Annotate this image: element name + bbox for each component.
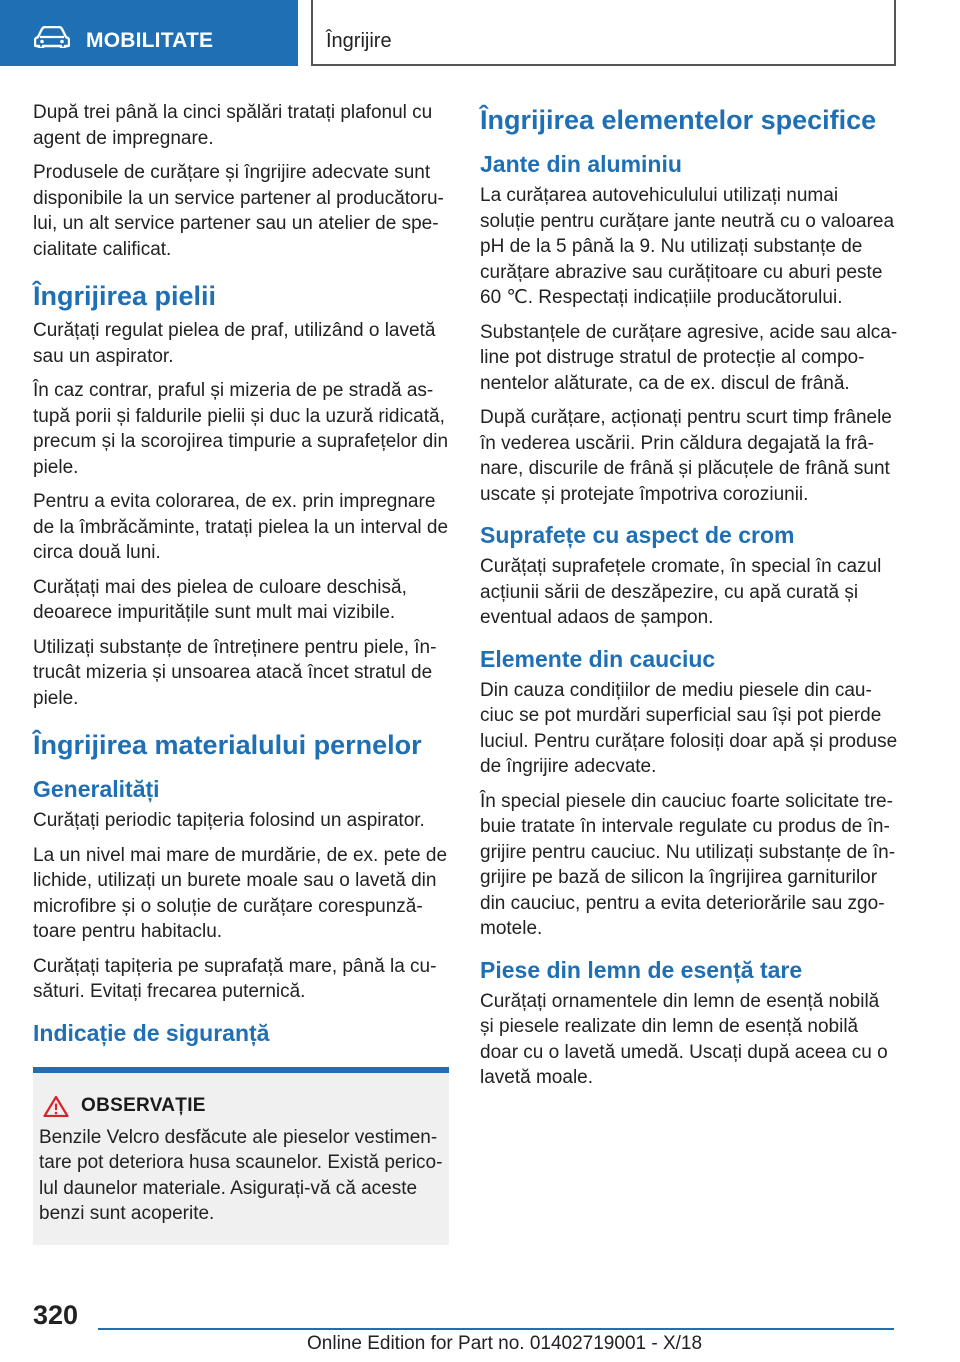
paragraph: Curățați periodic tapițeria folosind un aspirator. bbox=[33, 810, 425, 831]
paragraph: Curățați mai des pielea de culoare deschisă, deoarece impuritățile sunt mult mai vizibile. bbox=[33, 576, 407, 623]
paragraph: Din cauza condițiilor de mediu piesele din cauciuc se pot murdări superficial sau își pot pierde luciul. Pentru curățare folosiți doar apă și produse de îngrijire adecvate. bbox=[480, 679, 898, 777]
subheading-safety: Indicație de siguranță bbox=[33, 1019, 270, 1046]
section-label: MOBILITATE bbox=[86, 29, 214, 52]
subheading-chrome: Suprafețe cu aspect de crom bbox=[480, 522, 795, 548]
notice-box bbox=[33, 1067, 449, 1245]
section-tab bbox=[0, 0, 298, 66]
footer-rule bbox=[98, 1328, 894, 1330]
heading-specific-elements: Îngrijirea elementelor specifice bbox=[480, 105, 877, 135]
paragraph: Substanțele de curățare agresive, acide sau alcaline pot distruge stratul de protecție al componentelor alăturate, ca de ex. discul de frână. bbox=[480, 321, 898, 394]
paragraph: După curățare, acționați pentru scurt timp frânele în vederea uscării. Prin căldura degajată la frânare, discurile de frână și plăcuțele de frână sunt uscate și protejate împotriva coroziunii. bbox=[480, 407, 892, 505]
page-number: 320 bbox=[33, 1300, 79, 1330]
chapter-title-box bbox=[311, 0, 896, 66]
paragraph: Produsele de curățare și îngrijire adecvate sunt disponibile la un service partener al producătorului, un alt service partener sau un atelier de specialitate calificat. bbox=[33, 162, 444, 260]
paragraph: În caz contrar, praful și mizeria de pe stradă astupă porii și faldurile pielii și duc la uzură ridicată, precum și la scorojirea timpurie a suprafețelor din piele. bbox=[33, 380, 449, 478]
notice-title: OBSERVAȚIE bbox=[81, 1094, 206, 1116]
paragraph: După trei până la cinci spălări tratați plafonul cu agent de impregnare. bbox=[33, 102, 433, 149]
notice-header bbox=[39, 1095, 443, 1117]
paragraph: Curățați tapițeria pe suprafață mare, până la cusături. Evitați frecarea puternică. bbox=[33, 955, 437, 1002]
left-column bbox=[33, 100, 449, 1245]
paragraph: La un nivel mai mare de murdărie, de ex. pete de lichide, utilizați un burete moale sau o lavetă din microfibre și o soluție de curățare corespunzătoare pentru habitaclu. bbox=[33, 844, 448, 942]
paragraph: Curățați suprafețele cromate, în special în cazul acțiunii sării de deszăpezire, cu apă curată și eventual adaos de șampon. bbox=[480, 556, 882, 628]
paragraph: Curățați regulat pielea de praf, utilizând o lavetă sau un aspirator. bbox=[33, 320, 436, 367]
chapter-title: Îngrijire bbox=[326, 30, 392, 52]
car-icon bbox=[34, 26, 70, 48]
paragraph: În special piesele din cauciuc foarte solicitate trebuie tratate în intervale regulate cu produs de îngrijire pentru cauciuc. Nu utilizați substanțe de îngrijire pe bază de silicon la îngrijirea garniturilor din cauciuc, pentru a evita deteriorările sau zgomotele. bbox=[480, 790, 896, 939]
paragraph: Pentru a evita colorarea, de ex. prin impregnare de la îmbrăcăminte, tratați pielea la un interval de circa două luni. bbox=[33, 491, 449, 563]
page-header bbox=[0, 0, 960, 66]
subheading-hardwood: Piese din lemn de esență tare bbox=[480, 956, 803, 983]
warning-triangle-icon bbox=[43, 1095, 69, 1117]
right-column bbox=[480, 100, 898, 1100]
paragraph: La curățarea autovehiculului utilizați numai soluție pentru curățare jante neutră cu o valoarea pH de la 5 până la 9. Nu utilizați substanțe de curățare abrazive sau curățitoare cu aburi peste 60 ℃. Respectați indicațiile producătorului. bbox=[480, 185, 895, 308]
subheading-rubber: Elemente din cauciuc bbox=[480, 645, 716, 672]
subheading-alloy-wheels: Jante din aluminiu bbox=[480, 151, 682, 177]
notice-text: Benzile Velcro desfăcute ale pieselor vestimentare pot deteriora husa scaunelor. Există pericolul daunelor materiale. Asigurați-vă că aceste benzi sunt acoperite. bbox=[39, 1126, 443, 1224]
heading-upholstery-care: Îngrijirea materialului pernelor bbox=[33, 730, 422, 760]
subheading-general: Generalități bbox=[33, 776, 160, 802]
heading-leather-care: Îngrijirea pielii bbox=[33, 281, 217, 311]
paragraph: Utilizați substanțe de întreținere pentru piele, întrucât mizeria și unsoarea atacă încet stratul de piele. bbox=[33, 636, 437, 709]
footer-edition: Online Edition for Part no. 01402719001 - X/18 bbox=[307, 1333, 703, 1354]
paragraph: Curățați ornamentele din lemn de esență nobilă și piesele realizate din lemn de esență nobilă doar cu o lavetă umedă. Uscați după aceea cu o lavetă moale. bbox=[480, 990, 888, 1088]
